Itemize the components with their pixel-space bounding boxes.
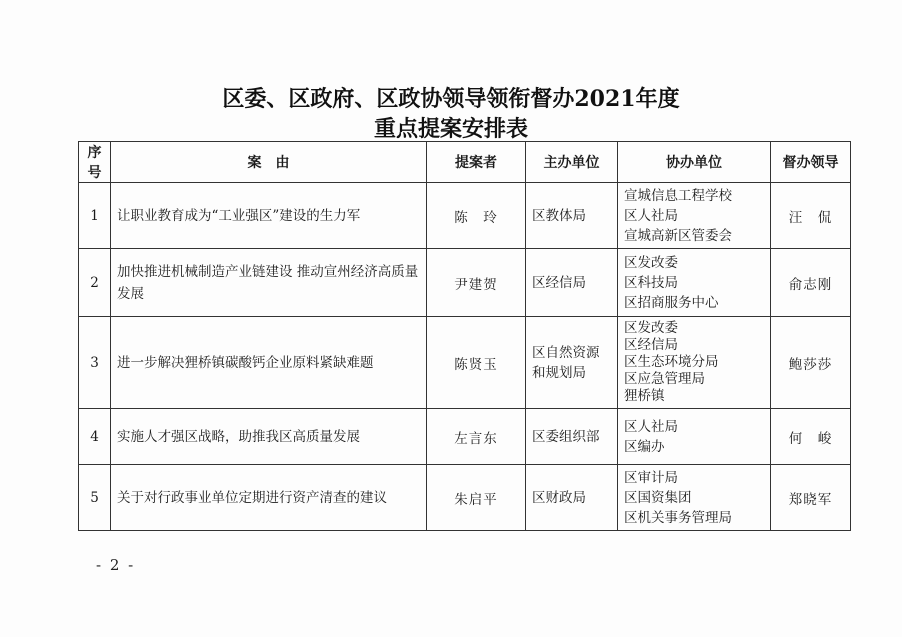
row-index: 1 <box>79 183 111 249</box>
document-title-line2: 重点提案安排表 <box>373 116 528 142</box>
row-host-unit: 区教体局 <box>526 183 618 249</box>
header-host-unit: 主办单位 <box>526 142 618 183</box>
header-proposer: 提案者 <box>427 142 526 183</box>
row-co-units <box>618 409 771 465</box>
co-unit: 区人社局 <box>624 207 678 224</box>
table-row <box>79 183 851 249</box>
row-host-unit: 区委组织部 <box>526 409 618 465</box>
co-unit: 区经信局 <box>624 337 678 353</box>
row-case: 让职业教育成为“工业强区”建设的生力军 <box>111 183 427 249</box>
co-unit: 区科技局 <box>624 274 678 291</box>
document-title-line1: 区委、区政府、区政协领导领衔督办2021年度 <box>222 86 680 112</box>
row-proposer: 尹建贺 <box>427 249 526 317</box>
co-unit: 狸桥镇 <box>624 388 665 404</box>
row-host-unit: 区经信局 <box>526 249 618 317</box>
header-index: 序号 <box>79 142 111 183</box>
row-leader: 汪 侃 <box>771 183 851 249</box>
co-unit: 区应急管理局 <box>624 371 705 387</box>
header-case: 案 由 <box>111 142 427 183</box>
row-case: 进一步解决狸桥镇碳酸钙企业原料紧缺难题 <box>111 317 427 409</box>
co-unit: 区招商服务中心 <box>624 294 719 311</box>
row-co-units <box>618 465 771 531</box>
row-proposer: 陈贤玉 <box>427 317 526 409</box>
row-co-units <box>618 317 771 409</box>
row-case: 实施人才强区战略，助推我区高质量发展 <box>111 409 427 465</box>
header-leader: 督办领导 <box>771 142 851 183</box>
row-leader: 何 峻 <box>771 409 851 465</box>
co-unit: 宣城高新区管委会 <box>624 227 732 244</box>
table-row <box>79 249 851 317</box>
row-leader: 鲍莎莎 <box>771 317 851 409</box>
table-row <box>79 317 851 409</box>
row-leader: 郑晓军 <box>771 465 851 531</box>
co-unit: 区生态环境分局 <box>624 354 719 370</box>
row-index: 2 <box>79 249 111 317</box>
table-header-row <box>79 142 851 183</box>
table-row <box>79 465 851 531</box>
table-row <box>79 409 851 465</box>
co-unit: 区发改委 <box>624 254 678 271</box>
row-proposer: 左言东 <box>427 409 526 465</box>
row-index: 4 <box>79 409 111 465</box>
row-co-units <box>618 183 771 249</box>
co-unit: 区发改委 <box>624 320 678 336</box>
co-unit: 区审计局 <box>624 469 678 486</box>
row-proposer: 陈 玲 <box>427 183 526 249</box>
row-host-unit: 区自然资源和规划局 <box>526 317 618 409</box>
row-leader: 俞志刚 <box>771 249 851 317</box>
page-number: - 2 - <box>96 556 136 574</box>
co-unit: 区人社局 <box>624 418 678 435</box>
co-unit: 区国资集团 <box>624 489 692 506</box>
row-co-units <box>618 249 771 317</box>
co-unit: 区机关事务管理局 <box>624 509 732 526</box>
header-co-units: 协办单位 <box>618 142 771 183</box>
row-host-unit: 区财政局 <box>526 465 618 531</box>
row-index: 3 <box>79 317 111 409</box>
co-unit: 区编办 <box>624 438 665 455</box>
row-proposer: 朱启平 <box>427 465 526 531</box>
row-index: 5 <box>79 465 111 531</box>
row-case: 加快推进机械制造产业链建设 推动宣州经济高质量发展 <box>111 249 427 317</box>
co-unit: 宣城信息工程学校 <box>624 187 732 204</box>
proposal-table <box>78 141 851 531</box>
row-case: 关于对行政事业单位定期进行资产清查的建议 <box>111 465 427 531</box>
